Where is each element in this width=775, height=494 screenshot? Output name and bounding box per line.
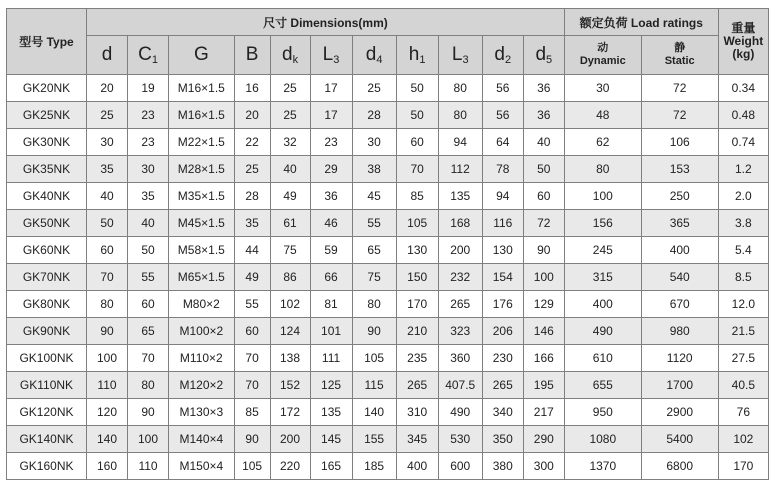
dimension-column-header <box>438 36 482 75</box>
value-cell: 90 <box>86 318 127 345</box>
model-cell: GK140NK <box>7 426 87 453</box>
value-cell: 75 <box>270 237 310 264</box>
value-cell: 49 <box>234 264 270 291</box>
value-cell: 120 <box>86 399 127 426</box>
value-cell: 380 <box>482 453 523 480</box>
value-cell: 220 <box>270 453 310 480</box>
value-cell: 25 <box>270 102 310 129</box>
value-cell: 21.5 <box>718 318 768 345</box>
model-cell: GK30NK <box>7 129 87 156</box>
value-cell: M150×4 <box>169 453 235 480</box>
value-cell: 655 <box>564 372 641 399</box>
table-row <box>7 264 769 291</box>
value-cell: 40 <box>270 156 310 183</box>
model-cell: GK70NK <box>7 264 87 291</box>
value-cell: 129 <box>523 291 564 318</box>
value-cell: 980 <box>641 318 718 345</box>
rod-end-spec-table <box>6 8 769 480</box>
value-cell: M16×1.5 <box>169 102 235 129</box>
value-cell: 145 <box>310 426 352 453</box>
dimension-symbol: d <box>494 44 505 65</box>
value-cell: 0.48 <box>718 102 768 129</box>
value-cell: 50 <box>86 210 127 237</box>
value-cell: 345 <box>396 426 438 453</box>
value-cell: 94 <box>438 129 482 156</box>
value-cell: 5.4 <box>718 237 768 264</box>
value-cell: 66 <box>310 264 352 291</box>
value-cell: 55 <box>234 291 270 318</box>
value-cell: 30 <box>86 129 127 156</box>
value-cell: 125 <box>310 372 352 399</box>
value-cell: 61 <box>270 210 310 237</box>
value-cell: 116 <box>482 210 523 237</box>
dimension-column-header <box>270 36 310 75</box>
value-cell: 135 <box>438 183 482 210</box>
value-cell: 176 <box>482 291 523 318</box>
value-cell: 360 <box>438 345 482 372</box>
table-row <box>7 156 769 183</box>
value-cell: 130 <box>482 237 523 264</box>
value-cell: 50 <box>523 156 564 183</box>
value-cell: 30 <box>128 156 169 183</box>
model-cell: GK160NK <box>7 453 87 480</box>
value-cell: 0.74 <box>718 129 768 156</box>
value-cell: 350 <box>482 426 523 453</box>
value-cell: 950 <box>564 399 641 426</box>
value-cell: M35×1.5 <box>169 183 235 210</box>
value-cell: 30 <box>564 75 641 102</box>
value-cell: 35 <box>86 156 127 183</box>
value-cell: 86 <box>270 264 310 291</box>
value-cell: 530 <box>438 426 482 453</box>
value-cell: 32 <box>270 129 310 156</box>
table-row <box>7 237 769 264</box>
model-cell: GK100NK <box>7 345 87 372</box>
dimension-subscript: 1 <box>419 54 426 66</box>
dimension-column-header <box>86 36 127 75</box>
value-cell: 115 <box>352 372 396 399</box>
value-cell: 170 <box>718 453 768 480</box>
value-cell: 48 <box>564 102 641 129</box>
value-cell: 106 <box>641 129 718 156</box>
value-cell: 20 <box>86 75 127 102</box>
value-cell: M100×2 <box>169 318 235 345</box>
value-cell: 44 <box>234 237 270 264</box>
model-cell: GK40NK <box>7 183 87 210</box>
dimension-subscript: 5 <box>546 54 553 66</box>
table-row <box>7 399 769 426</box>
value-cell: 340 <box>482 399 523 426</box>
value-cell: M58×1.5 <box>169 237 235 264</box>
value-cell: 155 <box>352 426 396 453</box>
dynamic-load-header <box>564 36 641 75</box>
value-cell: 170 <box>396 291 438 318</box>
value-cell: 20 <box>234 102 270 129</box>
value-cell: M28×1.5 <box>169 156 235 183</box>
value-cell: M140×4 <box>169 426 235 453</box>
value-cell: 23 <box>128 129 169 156</box>
value-cell: 60 <box>86 237 127 264</box>
table-row <box>7 372 769 399</box>
value-cell: 25 <box>352 75 396 102</box>
dynamic-header-en: Dynamic <box>579 55 626 67</box>
value-cell: 112 <box>438 156 482 183</box>
dimension-column-header <box>234 36 270 75</box>
value-cell: 168 <box>438 210 482 237</box>
value-cell: M22×1.5 <box>169 129 235 156</box>
value-cell: 315 <box>564 264 641 291</box>
value-cell: 124 <box>270 318 310 345</box>
value-cell: 40 <box>86 183 127 210</box>
value-cell: 600 <box>438 453 482 480</box>
value-cell: 56 <box>482 75 523 102</box>
value-cell: 25 <box>234 156 270 183</box>
value-cell: 1370 <box>564 453 641 480</box>
value-cell: 16 <box>234 75 270 102</box>
value-cell: 55 <box>352 210 396 237</box>
value-cell: 17 <box>310 102 352 129</box>
dimension-subscript: 3 <box>333 54 340 66</box>
dimension-symbol: L <box>322 44 334 65</box>
value-cell: 3.8 <box>718 210 768 237</box>
value-cell: 70 <box>234 372 270 399</box>
value-cell: 28 <box>352 102 396 129</box>
dimension-symbol: G <box>193 44 209 65</box>
value-cell: 232 <box>438 264 482 291</box>
model-cell: GK120NK <box>7 399 87 426</box>
value-cell: 65 <box>352 237 396 264</box>
value-cell: 400 <box>564 291 641 318</box>
value-cell: 245 <box>564 237 641 264</box>
value-cell: 160 <box>86 453 127 480</box>
value-cell: 1700 <box>641 372 718 399</box>
dimension-symbol: C <box>138 44 152 65</box>
value-cell: 80 <box>438 75 482 102</box>
value-cell: 1120 <box>641 345 718 372</box>
dimension-symbol: d <box>365 44 377 65</box>
value-cell: 206 <box>482 318 523 345</box>
value-cell: 200 <box>270 426 310 453</box>
value-cell: 105 <box>396 210 438 237</box>
load-ratings-header: 额定负荷 Load ratings <box>564 9 718 36</box>
table-row <box>7 102 769 129</box>
value-cell: 90 <box>523 237 564 264</box>
table-row <box>7 318 769 345</box>
value-cell: 130 <box>396 237 438 264</box>
dynamic-header-cn: 动 <box>597 42 609 54</box>
value-cell: 23 <box>128 102 169 129</box>
table-row <box>7 345 769 372</box>
table-row <box>7 453 769 480</box>
value-cell: 40 <box>523 129 564 156</box>
table-body <box>7 75 769 480</box>
table-header <box>7 9 769 75</box>
value-cell: 290 <box>523 426 564 453</box>
model-cell: GK25NK <box>7 102 87 129</box>
value-cell: 25 <box>86 102 127 129</box>
value-cell: 45 <box>352 183 396 210</box>
model-cell: GK35NK <box>7 156 87 183</box>
value-cell: 90 <box>234 426 270 453</box>
spec-table-container <box>6 8 769 488</box>
value-cell: 0.34 <box>718 75 768 102</box>
value-cell: M110×2 <box>169 345 235 372</box>
value-cell: 80 <box>564 156 641 183</box>
value-cell: 153 <box>641 156 718 183</box>
value-cell: 407.5 <box>438 372 482 399</box>
value-cell: M45×1.5 <box>169 210 235 237</box>
value-cell: 29 <box>310 156 352 183</box>
value-cell: 610 <box>564 345 641 372</box>
dimension-subscript: 4 <box>376 54 383 66</box>
weight-header-unit: (kg) <box>732 47 755 61</box>
weight-column-header <box>718 9 768 75</box>
value-cell: 100 <box>564 183 641 210</box>
value-cell: 40.5 <box>718 372 768 399</box>
value-cell: M80×2 <box>169 291 235 318</box>
value-cell: 75 <box>352 264 396 291</box>
dimension-symbol: d <box>281 44 293 65</box>
value-cell: 30 <box>352 129 396 156</box>
value-cell: 217 <box>523 399 564 426</box>
value-cell: 1080 <box>564 426 641 453</box>
value-cell: 23 <box>310 129 352 156</box>
model-cell: GK60NK <box>7 237 87 264</box>
value-cell: 165 <box>310 453 352 480</box>
value-cell: 8.5 <box>718 264 768 291</box>
dimension-subscript: k <box>292 54 299 66</box>
dimension-column-header <box>482 36 523 75</box>
value-cell: 60 <box>523 183 564 210</box>
dimension-symbol: d <box>535 44 547 65</box>
value-cell: 172 <box>270 399 310 426</box>
model-cell: GK110NK <box>7 372 87 399</box>
weight-header-cn: 重量 <box>731 21 756 35</box>
dimension-symbol: d <box>101 44 113 65</box>
dimensions-header: 尺寸 Dimensions(mm) <box>86 9 564 36</box>
value-cell: 36 <box>310 183 352 210</box>
value-cell: 72 <box>641 102 718 129</box>
value-cell: 28 <box>234 183 270 210</box>
value-cell: 146 <box>523 318 564 345</box>
value-cell: 400 <box>641 237 718 264</box>
table-row <box>7 291 769 318</box>
value-cell: 150 <box>396 264 438 291</box>
value-cell: 110 <box>128 453 169 480</box>
value-cell: 5400 <box>641 426 718 453</box>
value-cell: 2.0 <box>718 183 768 210</box>
value-cell: 230 <box>482 345 523 372</box>
value-cell: 80 <box>128 372 169 399</box>
value-cell: 49 <box>270 183 310 210</box>
table-row <box>7 183 769 210</box>
static-load-header <box>641 36 718 75</box>
value-cell: M120×2 <box>169 372 235 399</box>
value-cell: 85 <box>396 183 438 210</box>
value-cell: 27.5 <box>718 345 768 372</box>
value-cell: 166 <box>523 345 564 372</box>
value-cell: 70 <box>396 156 438 183</box>
value-cell: M130×3 <box>169 399 235 426</box>
value-cell: 72 <box>523 210 564 237</box>
dimension-symbol: B <box>245 44 259 65</box>
value-cell: 55 <box>128 264 169 291</box>
value-cell: 80 <box>438 102 482 129</box>
value-cell: 78 <box>482 156 523 183</box>
value-cell: 138 <box>270 345 310 372</box>
value-cell: 90 <box>352 318 396 345</box>
value-cell: 105 <box>234 453 270 480</box>
dimension-column-header <box>396 36 438 75</box>
value-cell: 94 <box>482 183 523 210</box>
value-cell: 90 <box>128 399 169 426</box>
value-cell: 85 <box>234 399 270 426</box>
model-column-header: 型号 Type <box>7 9 87 75</box>
value-cell: 540 <box>641 264 718 291</box>
value-cell: 100 <box>523 264 564 291</box>
dimension-column-header <box>169 36 235 75</box>
model-cell: GK90NK <box>7 318 87 345</box>
value-cell: 6800 <box>641 453 718 480</box>
value-cell: 670 <box>641 291 718 318</box>
model-cell: GK20NK <box>7 75 87 102</box>
value-cell: M16×1.5 <box>169 75 235 102</box>
value-cell: 46 <box>310 210 352 237</box>
value-cell: 70 <box>234 345 270 372</box>
dimension-symbol: L <box>451 44 463 65</box>
table-row <box>7 75 769 102</box>
value-cell: 111 <box>310 345 352 372</box>
value-cell: 310 <box>396 399 438 426</box>
value-cell: 50 <box>396 75 438 102</box>
value-cell: 400 <box>396 453 438 480</box>
value-cell: 36 <box>523 102 564 129</box>
value-cell: 17 <box>310 75 352 102</box>
value-cell: 365 <box>641 210 718 237</box>
value-cell: 200 <box>438 237 482 264</box>
value-cell: M65×1.5 <box>169 264 235 291</box>
value-cell: 12.0 <box>718 291 768 318</box>
static-header-en: Static <box>664 55 695 67</box>
model-cell: GK50NK <box>7 210 87 237</box>
value-cell: 152 <box>270 372 310 399</box>
value-cell: 185 <box>352 453 396 480</box>
value-cell: 135 <box>310 399 352 426</box>
value-cell: 80 <box>352 291 396 318</box>
dimension-column-header <box>523 36 564 75</box>
value-cell: 195 <box>523 372 564 399</box>
value-cell: 156 <box>564 210 641 237</box>
value-cell: 80 <box>86 291 127 318</box>
dimension-column-header <box>352 36 396 75</box>
dimension-subscript: 1 <box>151 54 158 66</box>
value-cell: 40 <box>128 210 169 237</box>
value-cell: 50 <box>128 237 169 264</box>
value-cell: 35 <box>234 210 270 237</box>
value-cell: 1.2 <box>718 156 768 183</box>
value-cell: 56 <box>482 102 523 129</box>
value-cell: 60 <box>234 318 270 345</box>
value-cell: 265 <box>396 372 438 399</box>
value-cell: 235 <box>396 345 438 372</box>
value-cell: 490 <box>564 318 641 345</box>
value-cell: 35 <box>128 183 169 210</box>
dimension-column-header <box>128 36 169 75</box>
table-row <box>7 210 769 237</box>
dimension-symbol: h <box>408 44 420 65</box>
value-cell: 300 <box>523 453 564 480</box>
value-cell: 19 <box>128 75 169 102</box>
value-cell: 50 <box>396 102 438 129</box>
value-cell: 65 <box>128 318 169 345</box>
value-cell: 70 <box>86 264 127 291</box>
value-cell: 154 <box>482 264 523 291</box>
model-cell: GK80NK <box>7 291 87 318</box>
value-cell: 140 <box>352 399 396 426</box>
dimension-subscript: 2 <box>505 54 512 66</box>
value-cell: 38 <box>352 156 396 183</box>
static-header-cn: 静 <box>674 42 686 54</box>
value-cell: 250 <box>641 183 718 210</box>
value-cell: 22 <box>234 129 270 156</box>
value-cell: 100 <box>86 345 127 372</box>
value-cell: 62 <box>564 129 641 156</box>
value-cell: 101 <box>310 318 352 345</box>
value-cell: 59 <box>310 237 352 264</box>
value-cell: 102 <box>270 291 310 318</box>
table-row <box>7 426 769 453</box>
value-cell: 36 <box>523 75 564 102</box>
value-cell: 100 <box>128 426 169 453</box>
dimension-column-header <box>310 36 352 75</box>
value-cell: 140 <box>86 426 127 453</box>
value-cell: 60 <box>396 129 438 156</box>
value-cell: 105 <box>352 345 396 372</box>
dimension-subscript: 3 <box>462 54 469 66</box>
value-cell: 210 <box>396 318 438 345</box>
value-cell: 265 <box>438 291 482 318</box>
value-cell: 490 <box>438 399 482 426</box>
value-cell: 76 <box>718 399 768 426</box>
value-cell: 323 <box>438 318 482 345</box>
value-cell: 265 <box>482 372 523 399</box>
value-cell: 60 <box>128 291 169 318</box>
value-cell: 2900 <box>641 399 718 426</box>
weight-header-en: Weight <box>723 34 764 48</box>
table-row <box>7 129 769 156</box>
value-cell: 102 <box>718 426 768 453</box>
value-cell: 70 <box>128 345 169 372</box>
value-cell: 72 <box>641 75 718 102</box>
value-cell: 81 <box>310 291 352 318</box>
value-cell: 64 <box>482 129 523 156</box>
value-cell: 110 <box>86 372 127 399</box>
value-cell: 25 <box>270 75 310 102</box>
